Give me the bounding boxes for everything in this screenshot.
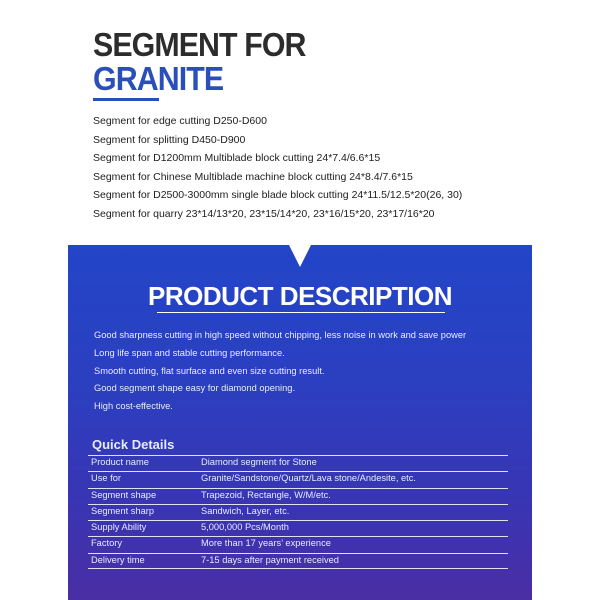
row-value: 7-15 days after payment received (201, 554, 339, 565)
feature-item: Segment for quarry 23*14/13*20, 23*15/14*20, 23*16/15*20, 23*17/16*20 (93, 207, 435, 220)
feature-item: Segment for edge cutting D250-D600 (93, 115, 267, 127)
description-item: High cost-effective. (94, 401, 173, 412)
row-value: Granite/Sandstone/Quartz/Lava stone/Andesite, etc. (201, 473, 416, 484)
description-list (94, 327, 466, 416)
row-label: Segment sharp (91, 505, 155, 516)
row-label: Use for (91, 473, 121, 484)
table-row (88, 536, 508, 552)
table-row (88, 553, 508, 569)
row-value: 5,000,000 Pcs/Month (201, 522, 289, 533)
table-row (88, 471, 508, 487)
feature-item: Segment for D2500-3000mm single blade block cutting 24*11.5/12.5*20(26, 30) (93, 189, 463, 202)
description-title: PRODUCT DESCRIPTION (148, 281, 452, 311)
row-label: Supply Ability (91, 522, 147, 533)
description-item: Good sharpness cutting in high speed without chipping, less noise in work and save power (94, 330, 467, 340)
description-item: Long life span and stable cutting performance. (94, 347, 285, 358)
description-item: Good segment shape easy for diamond opening. (94, 383, 296, 394)
row-value: More than 17 years’ experience (201, 538, 331, 549)
row-value: Diamond segment for Stone (201, 457, 317, 467)
quick-details-title: Quick Details (92, 437, 175, 452)
row-label: Delivery time (91, 554, 145, 565)
feature-item: Segment for D1200mm Multiblade block cutting 24*7.4/6.6*15 (93, 152, 381, 165)
table-row (88, 488, 508, 504)
feature-item: Segment for Chinese Multiblade machine block cutting 24*8.4/7.6*15 (93, 170, 413, 183)
table-row (88, 520, 508, 536)
row-value: Trapezoid, Rectangle, W/M/etc. (201, 489, 331, 500)
row-label: Product name (91, 457, 149, 467)
page-title-line1: SEGMENT FOR (93, 26, 306, 63)
row-label: Segment shape (91, 489, 157, 500)
description-item: Smooth cutting, flat surface and even size cutting result. (94, 365, 325, 376)
description-title-underline (157, 312, 445, 313)
table-row (88, 455, 508, 471)
header-section (0, 0, 600, 245)
feature-list (93, 112, 462, 224)
feature-item: Segment for splitting D450-D900 (93, 133, 246, 146)
table-row (88, 504, 508, 520)
quick-details-table (88, 455, 508, 569)
panel-notch-arrow (289, 245, 311, 267)
title-underline-divider (93, 98, 159, 101)
row-value: Sandwich, Layer, etc. (201, 505, 290, 516)
page-title-line2: GRANITE (93, 60, 224, 97)
row-label: Factory (91, 538, 122, 549)
